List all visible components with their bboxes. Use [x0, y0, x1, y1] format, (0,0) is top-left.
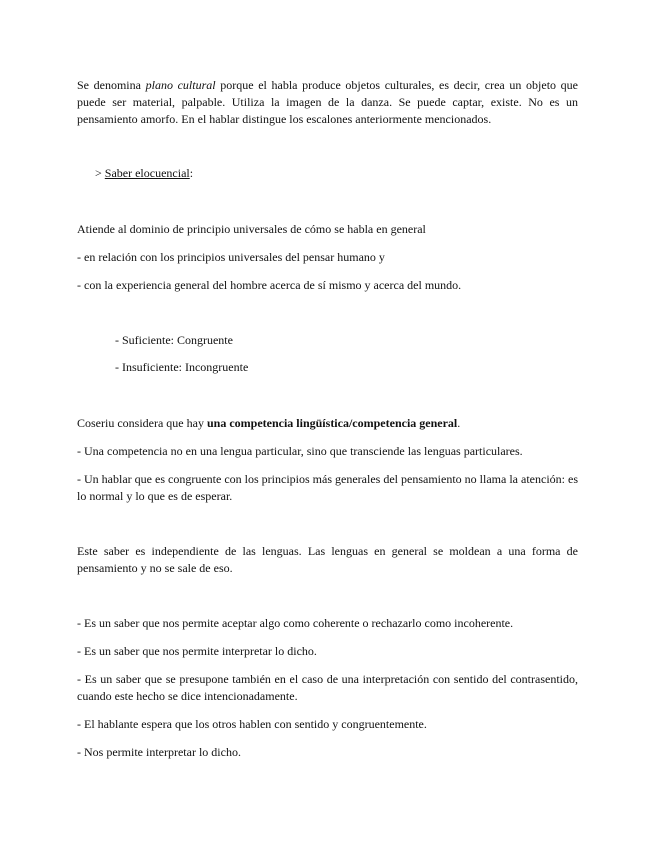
- section-colon: :: [189, 166, 194, 180]
- paragraph-text: Se denomina: [77, 78, 146, 92]
- paragraph-plano-cultural: [77, 77, 578, 128]
- paragraph-relacion: - en relación con los principios universales del pensar humano y: [77, 250, 385, 264]
- paragraph-este-saber: Este saber es independiente de las lenguas. Las lenguas en general se moldean a una forma de pensamiento y no se sale de eso.: [77, 544, 578, 575]
- section-heading-saber-elocuencial: [95, 165, 578, 182]
- paragraph-una-competencia: - Una competencia no en una lengua particular, sino que transciende las lenguas particulares.: [77, 444, 523, 458]
- paragraph-text: .: [457, 416, 461, 430]
- paragraph-coherente: - Es un saber que nos permite aceptar algo como coherente o rechazarlo como incoherente.: [77, 616, 514, 630]
- section-title: Saber elocuencial: [104, 166, 190, 180]
- paragraph-text: porque el habla produce objetos culturales, es decir, crea un objeto que puede ser material, palpable. Utiliza la imagen de la danza. Se puede captar, existe. No es un pensamiento amorfo. En el hablar distingue los escalones anteriormente mencionados.: [77, 78, 578, 126]
- list-item-suficiente: - Suficiente: Congruente: [115, 333, 233, 347]
- list-item-insuficiente: - Insuficiente: Incongruente: [115, 360, 249, 374]
- paragraph-nos-permite: - Nos permite interpretar lo dicho.: [77, 745, 241, 759]
- paragraph-un-hablar: - Un hablar que es congruente con los principios más generales del pensamiento no llama la atención: es lo normal y lo que es de esperar.: [77, 472, 578, 503]
- emphasis-plano-cultural: plano cultural: [145, 78, 216, 92]
- paragraph-experiencia: - con la experiencia general del hombre acerca de sí mismo y acerca del mundo.: [77, 278, 462, 292]
- paragraph-hablante-espera: - El hablante espera que los otros hablen con sentido y congruentemente.: [77, 717, 427, 731]
- section-marker: >: [95, 166, 105, 180]
- paragraph-contrasentido: - Es un saber que se presupone también en el caso de una interpretación con sentido del contrasentido, cuando este hecho se dice intencionadamente.: [77, 672, 578, 703]
- paragraph-coseriu: [77, 415, 578, 432]
- paragraph-text: Coseriu considera que hay: [77, 416, 207, 430]
- paragraph-atiende: Atiende al dominio de principio universales de cómo se habla en general: [77, 222, 426, 236]
- paragraph-interpretar: - Es un saber que nos permite interpretar lo dicho.: [77, 644, 317, 658]
- bold-competencia-general: una competencia lingüística/competencia general: [206, 416, 458, 430]
